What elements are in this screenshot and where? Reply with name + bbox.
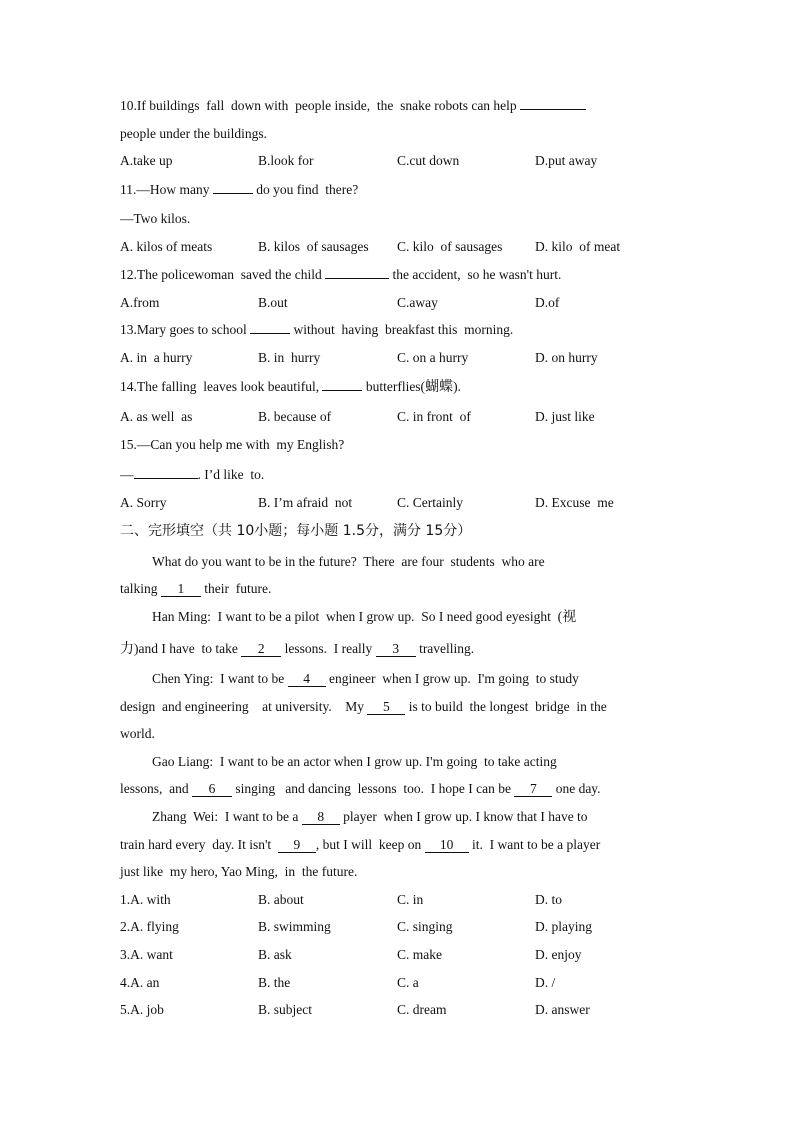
question-text: ).: [453, 379, 461, 394]
passage-text: travelling.: [415, 641, 475, 656]
cloze-option: C. singing: [397, 919, 453, 934]
passage-line: [120, 640, 474, 658]
option-d: D. kilo of meat: [535, 239, 621, 254]
question-text: without having breakfast this morning.: [290, 322, 514, 337]
passage-text: one day.: [552, 781, 601, 796]
cloze-blank: 8: [302, 809, 340, 825]
option-b: B. I’m afraid not: [258, 495, 353, 510]
passage-line: world.: [120, 726, 155, 741]
question-text: 13.Mary goes to school: [120, 322, 251, 337]
cloze-option: 5.A. job: [120, 1002, 164, 1017]
option-b: B.out: [258, 295, 288, 310]
question-11-stem: [120, 181, 358, 199]
option-c: C. Certainly: [397, 495, 463, 510]
passage-text: player when I grow up. I know that I have to: [339, 809, 588, 824]
passage-line: [120, 780, 601, 798]
cloze-option: B. subject: [258, 1002, 312, 1017]
question-10-stem: [120, 97, 586, 115]
cloze-option: 1.A. with: [120, 892, 171, 907]
question-text: 12.The policewoman saved the child: [120, 267, 326, 282]
option-d: D. on hurry: [535, 350, 598, 365]
question-15-answer: [120, 466, 264, 484]
cloze-option: 2.A. flying: [120, 919, 179, 934]
question-text: . I’d like to.: [197, 467, 265, 482]
passage-paragraph: [152, 608, 576, 626]
cloze-option: C. a: [397, 975, 419, 990]
passage-text-cjk: 视: [562, 609, 577, 625]
passage-paragraph: Gao Liang: I want to be an actor when I grow up. I'm going to take acting: [152, 754, 557, 769]
option-c: C. on a hurry: [397, 350, 469, 365]
passage-text: Han Ming: I want to be a pilot when I grow up. So I need good eyesight (: [152, 609, 563, 624]
option-d: D. Excuse me: [535, 495, 614, 510]
passage-text: is to build the longest bridge in the: [405, 699, 607, 714]
passage-text: their future.: [200, 581, 272, 596]
question-14-stem: [120, 378, 461, 396]
passage-paragraph: [152, 808, 588, 826]
passage-paragraph: [152, 670, 579, 688]
question-13-stem: [120, 321, 513, 339]
option-c: C. kilo of sausages: [397, 239, 503, 254]
option-d: D.of: [535, 295, 560, 310]
cloze-blank: 9: [278, 837, 316, 853]
passage-text: engineer when I grow up. I'm going to study: [325, 671, 579, 686]
cloze-option: D. enjoy: [535, 947, 582, 962]
option-a: A.from: [120, 295, 160, 310]
passage-line: [120, 580, 271, 598]
passage-text: train hard every day. It isn't: [120, 837, 278, 852]
option-b: B. because of: [258, 409, 332, 424]
option-a: A. in a hurry: [120, 350, 193, 365]
cloze-option: 4.A. an: [120, 975, 160, 990]
option-c: C.cut down: [397, 153, 460, 168]
question-text: 11.—How many: [120, 182, 213, 197]
question-text: butterflies(: [362, 379, 426, 394]
answer-blank: [325, 278, 389, 279]
option-a: A.take up: [120, 153, 173, 168]
cloze-option: 3.A. want: [120, 947, 173, 962]
option-b: B.look for: [258, 153, 314, 168]
cloze-option: D. playing: [535, 919, 592, 934]
option-c: C.away: [397, 295, 438, 310]
answer-blank: [520, 109, 586, 110]
question-text: the accident, so he wasn't hurt.: [389, 267, 562, 282]
passage-text-cjk: 力: [120, 641, 134, 657]
passage-line: [120, 836, 600, 854]
question-text: —: [120, 467, 134, 482]
option-b: B. kilos of sausages: [258, 239, 369, 254]
option-d: D.put away: [535, 153, 598, 168]
passage-text: lessons, and: [120, 781, 192, 796]
cloze-blank: 10: [425, 837, 469, 853]
cloze-option: D. answer: [535, 1002, 590, 1017]
cloze-blank: 1: [161, 581, 201, 597]
option-c: C. in front of: [397, 409, 471, 424]
option-a: A. kilos of meats: [120, 239, 213, 254]
passage-text: , but I will keep on: [315, 837, 425, 852]
cloze-option: D. /: [535, 975, 556, 990]
passage-line: just like my hero, Yao Ming, in the future.: [120, 864, 358, 879]
passage-text: design and engineering at university. My: [120, 699, 368, 714]
question-12-stem: [120, 266, 561, 284]
cloze-blank: 4: [288, 671, 326, 687]
option-d: D. just like: [535, 409, 595, 424]
cloze-option: C. make: [397, 947, 442, 962]
question-text: 14.The falling leaves look beautiful,: [120, 379, 323, 394]
question-text: do you find there?: [252, 182, 359, 197]
passage-line: [120, 698, 607, 716]
passage-text: lessons. I really: [281, 641, 376, 656]
question-text: 10.If buildings fall down with people inside, the snake robots can help: [120, 98, 521, 113]
cloze-option: B. swimming: [258, 919, 331, 934]
cloze-option: D. to: [535, 892, 562, 907]
option-b: B. in hurry: [258, 350, 321, 365]
cloze-blank: 7: [514, 781, 552, 797]
answer-blank: [213, 193, 253, 194]
passage-text: singing and dancing lessons too. I hope I can be: [232, 781, 515, 796]
cloze-blank: 3: [376, 641, 416, 657]
option-a: A. Sorry: [120, 495, 167, 510]
cloze-option: B. ask: [258, 947, 292, 962]
cloze-option: C. in: [397, 892, 424, 907]
cloze-blank: 2: [241, 641, 281, 657]
passage-text: )and I have to take: [134, 641, 242, 656]
cloze-blank: 6: [192, 781, 232, 797]
passage-text: talking: [120, 581, 161, 596]
passage-paragraph: What do you want to be in the future? There are four students who are: [152, 554, 545, 569]
cloze-blank: 5: [367, 699, 405, 715]
question-11-answer: —Two kilos.: [120, 211, 191, 226]
answer-blank: [250, 333, 290, 334]
cloze-option: B. the: [258, 975, 291, 990]
option-a: A. as well as: [120, 409, 193, 424]
question-15-stem: 15.—Can you help me with my English?: [120, 437, 345, 452]
cloze-option: B. about: [258, 892, 304, 907]
passage-text: Chen Ying: I want to be: [152, 671, 288, 686]
section-heading: 二、完形填空（共 10小题；每小题 1.5分，满分 15分）: [120, 523, 472, 539]
answer-blank: [322, 390, 362, 391]
question-text-cjk: 蝴蝶: [425, 379, 454, 395]
cloze-option: C. dream: [397, 1002, 447, 1017]
answer-blank: [134, 478, 198, 479]
passage-text: Zhang Wei: I want to be a: [152, 809, 302, 824]
passage-text: it. I want to be a player: [468, 837, 601, 852]
question-10-stem-cont: people under the buildings.: [120, 126, 267, 141]
